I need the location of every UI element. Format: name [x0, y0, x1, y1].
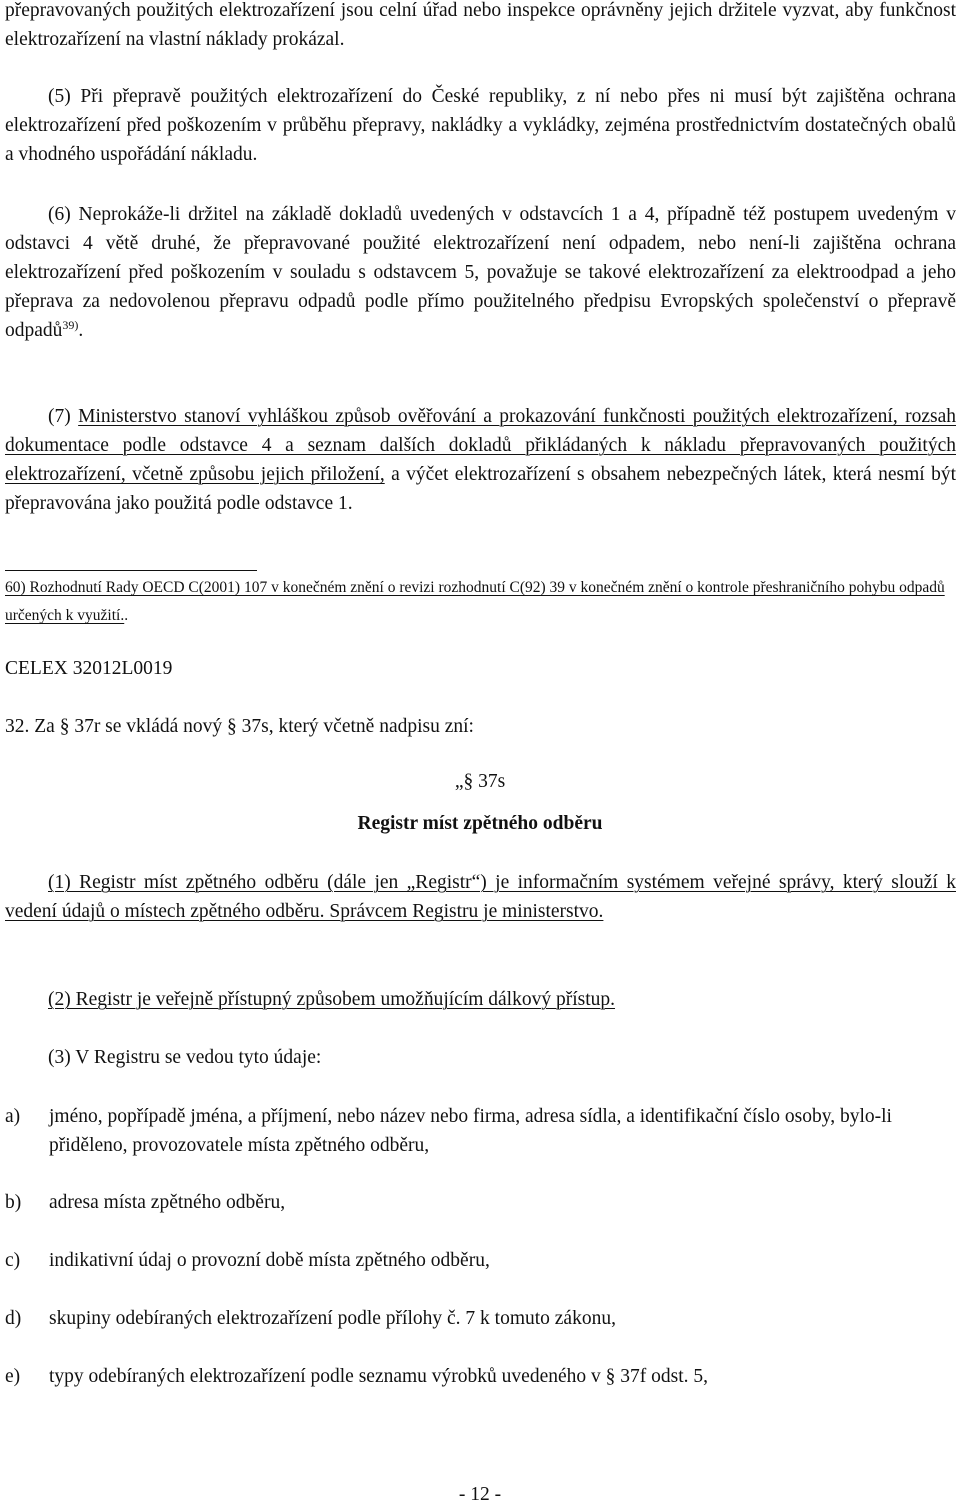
- footnote-reference: 39): [62, 318, 79, 332]
- paragraph-text: a výčet elektrozařízení s obsahem nebezpečných látek, která nesmí být přepravována jako použitá podle odstavce 1.: [5, 464, 957, 514]
- footnote-separator: [5, 570, 257, 571]
- paragraph-text: (5) Při přepravě použitých elektrozařízení do České republiky, z ní nebo přes ni musí být zajištěna ochrana elektrozařízení před poškozením v průběhu přepravy, nakládky a vykládky, zejména prostřednictvím dostatečných obalů a vhodného uspořádání nákladu.: [5, 86, 956, 165]
- paragraph-end: .: [78, 320, 84, 341]
- list-marker: b): [5, 1192, 22, 1213]
- list-item-text: adresa místa zpětného odběru,: [49, 1192, 286, 1213]
- footnote: [5, 574, 960, 630]
- list-item: [5, 1102, 956, 1160]
- paragraph-6: [5, 200, 956, 345]
- list-item: [5, 1304, 956, 1333]
- list-item-text: typy odebíraných elektrozařízení podle seznamu výrobků uvedeného v § 37f odst. 5,: [49, 1366, 709, 1387]
- registry-paragraph-2: (2) Registr je veřejně přístupný způsobem umožňujícím dálkový přístup.: [48, 989, 616, 1010]
- list-marker: e): [5, 1366, 21, 1387]
- registry-paragraph-1: (1) Registr míst zpětného odběru (dále jen „Registr“) je informačním systémem veřejné správy, který slouží k vedení údajů o místech zpětného odběru. Správcem Registru je ministerstvo.: [5, 872, 956, 922]
- amendment-item: 32. Za § 37r se vkládá nový § 37s, který včetně nadpisu zní:: [5, 716, 474, 737]
- list-item-text: indikativní údaj o provozní době místa zpětného odběru,: [49, 1250, 490, 1271]
- paragraph-text: (6) Neprokáže-li držitel na základě dokladů uvedených v odstavcích 1 a 4, případně též postupem uvedeným v odstavci 4 větě druhé, že přepravované použité elektrozařízení není odpadem, nebo není-li zajištěna ochrana elektrozařízení před poškozením v souladu s odstavcem 5, považuje se takové elektrozařízení za elektroodpad a jeho přeprava za nedovolenou přepravu odpadů podle přímo použitelného předpisu Evropských společenství o přepravě odpadů: [5, 204, 956, 341]
- list-marker: d): [5, 1308, 22, 1329]
- registry-paragraph-3: (3) V Registru se vedou tyto údaje:: [48, 1047, 322, 1068]
- list-item-text: skupiny odebíraných elektrozařízení podle přílohy č. 7 k tomuto zákonu,: [49, 1308, 616, 1329]
- paragraph-7: [5, 402, 956, 518]
- section-mark: „§ 37s: [454, 771, 506, 792]
- list-item: [5, 1246, 956, 1275]
- footnote-end: .: [124, 607, 129, 624]
- paragraph-lead: (7): [48, 406, 79, 427]
- paragraph-5: [5, 82, 956, 169]
- list-marker: a): [5, 1106, 21, 1127]
- paragraph-continuation: [5, 0, 956, 54]
- list-item-text: jméno, popřípadě jména, a příjmení, nebo název nebo firma, adresa sídla, a identifikační číslo osoby, bylo-li přiděleno, provozovatele místa zpětného odběru,: [49, 1106, 892, 1156]
- page-number: - 12 -: [458, 1484, 502, 1505]
- amended-text: Ministerstvo stanoví vyhláškou způsob ověřování a prokazování funkčnosti použitých elektrozařízení, rozsah dokumentace podle odstavce 4 a seznam dalších dokladů přikládaných k nákladu přepravovaných použitých elektrozařízení, včetně způsobu jejich přiložení,: [5, 406, 956, 485]
- celex-reference: CELEX 32012L0019: [5, 658, 173, 679]
- footnote-text: 60) Rozhodnutí Rady OECD C(2001) 107 v konečném znění o revizi rozhodnutí C(92) 39 v konečném znění o kontrole přeshraničního pohybu odpadů určených k využití.: [5, 579, 945, 624]
- list-marker: c): [5, 1250, 21, 1271]
- section-title: Registr míst zpětného odběru: [357, 813, 603, 834]
- list-item: [5, 1362, 956, 1391]
- list-item: [5, 1188, 956, 1217]
- paragraph-text: přepravovaných použitých elektrozařízení jsou celní úřad nebo inspekce oprávněny jejich držitele vyzvat, aby funkčnost elektrozařízení na vlastní náklady prokázal.: [5, 0, 956, 50]
